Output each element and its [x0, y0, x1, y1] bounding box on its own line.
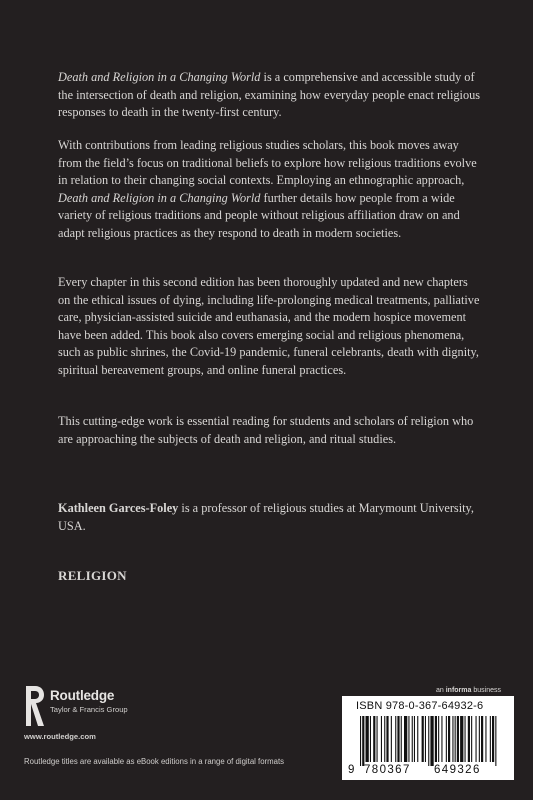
barcode-bar [448, 716, 450, 762]
author-bio [58, 500, 483, 535]
routledge-logo [24, 684, 154, 744]
barcode-bar [384, 716, 385, 762]
isbn-label: ISBN 978-0-367-64932-6 [356, 700, 484, 712]
book-title-italic: Death and Religion in a Changing World [58, 190, 261, 205]
barcode-bar [377, 716, 378, 762]
barcode-bar [490, 716, 491, 762]
barcode-bar [391, 716, 392, 762]
barcode-bar [412, 716, 413, 762]
barcode-bar [381, 716, 382, 762]
barcode-bar [395, 716, 396, 762]
barcode-bar [425, 716, 426, 762]
ebook-footnote: Routledge titles are available as eBook editions in a range of digital formats [24, 757, 285, 766]
barcode-bar [476, 716, 477, 762]
publisher-group: Taylor & Francis Group [50, 705, 128, 714]
isbn-barcode-box [342, 696, 514, 780]
barcode-bar [471, 716, 472, 762]
barcode-bar [481, 716, 483, 762]
barcode-bar [362, 716, 364, 766]
barcode-bar [404, 716, 407, 762]
barcode-bar [460, 716, 463, 762]
barcode-bar [455, 716, 456, 762]
barcode-bar [430, 716, 433, 766]
barcode-bar [414, 716, 415, 762]
description-paragraph-2 [58, 137, 483, 243]
barcode-bar [408, 716, 409, 762]
informa-business-tag [436, 687, 501, 694]
publisher-name: Routledge [50, 688, 115, 703]
barcode-bar [452, 716, 453, 762]
barcode-bar [360, 716, 361, 766]
barcode-bar [366, 716, 369, 762]
barcode-bar [446, 716, 447, 762]
barcode-bar [441, 716, 442, 762]
informa-suffix: business [471, 687, 501, 694]
description-text: is a comprehensive and accessible study of the intersection of death and religion, examining how everyday people enact religious responses to death in the twenty-first century. [58, 70, 481, 120]
description-text: With contributions from leading religious studies scholars, this book moves away from the field’s focus on traditional beliefs to explore how religious traditions evolve in relation to their changing social contexts. Employing an ethnographic approach, [58, 138, 477, 188]
barcode-bar [468, 716, 470, 762]
barcode-bar [386, 716, 388, 762]
barcode-bar [422, 716, 424, 762]
author-name: Kathleen Garces-Foley [58, 501, 179, 515]
book-title-italic: Death and Religion in a Changing World [58, 70, 261, 84]
barcode-bar [397, 716, 399, 762]
barcode-bar [465, 716, 466, 762]
barcode-bar [457, 716, 459, 762]
barcode-bar [479, 716, 480, 762]
barcode-bar [401, 716, 402, 762]
routledge-r-icon [24, 684, 46, 728]
description-paragraph-4: This cutting-edge work is essential reading for students and scholars of religion who are approaching the subjects of death and religion, and ritual studies. [58, 414, 474, 446]
barcode-bar [370, 716, 371, 762]
barcode-bar [417, 716, 418, 762]
barcode-bar [428, 716, 429, 766]
description-text: further details how people from a wide variety of religious traditions and people without religious affiliation draw on and adapt religious practices as they respond to death in modern societies. [58, 190, 460, 240]
barcode-bar [435, 716, 437, 762]
barcode-digit-first: 9 [348, 764, 355, 776]
informa-brand: informa [445, 687, 472, 694]
author-bio-text: is a professor of religious studies at Marymount University, USA. [58, 501, 474, 533]
description-paragraph-3: Every chapter in this second edition has been thoroughly updated and new chapters on the ethical issues of dying, including life-prolonging medical treatments, palliative care, physician-assisted suicide and euthanasia, and the modern hospice movement have been added. This book also covers emerging social and religious phenomena, such as public shrines, the Covid-19 pandemic, funeral celebrants, death with dignity, spiritual bereavement groups, and online funeral practices. [58, 275, 480, 377]
barcode-bar [438, 716, 439, 762]
publisher-url[interactable]: www.routledge.com [24, 732, 96, 741]
barcode-bar [485, 716, 486, 762]
barcode-bar [495, 716, 496, 766]
subject-category: RELIGION [58, 568, 127, 583]
description-paragraph-1 [58, 69, 483, 122]
informa-prefix: an [436, 687, 446, 694]
barcode-icon [360, 716, 500, 766]
barcode-digits-left: 780367 [364, 764, 411, 776]
barcode-digits-right: 649326 [434, 764, 481, 776]
barcode-bar [492, 716, 494, 762]
barcode-bar [373, 716, 375, 762]
